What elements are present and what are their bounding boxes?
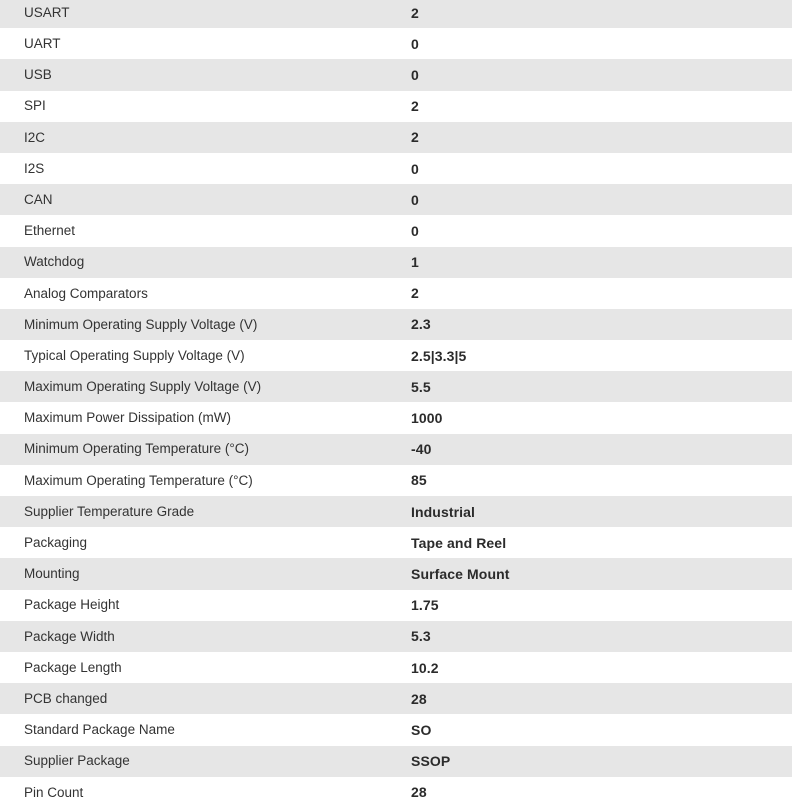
spec-label: UART [0,28,411,59]
spec-row [0,558,792,589]
spec-value: 1 [411,247,792,278]
spec-value: 28 [411,683,792,714]
spec-value: 0 [411,153,792,184]
spec-label: Analog Comparators [0,278,411,309]
spec-value: 2 [411,0,792,28]
spec-row [0,683,792,714]
spec-row [0,465,792,496]
spec-label: Supplier Package [0,746,411,777]
spec-label: Package Width [0,621,411,652]
spec-label: Typical Operating Supply Voltage (V) [0,340,411,371]
spec-value: 5.3 [411,621,792,652]
spec-label: Package Height [0,590,411,621]
spec-value: 2 [411,278,792,309]
spec-row [0,371,792,402]
spec-value: 28 [411,777,792,808]
spec-value: -40 [411,434,792,465]
spec-row [0,434,792,465]
spec-label: Pin Count [0,777,411,808]
spec-row [0,0,792,28]
spec-value: 2.3 [411,309,792,340]
spec-label: USB [0,59,411,90]
spec-row [0,278,792,309]
spec-value: 10.2 [411,652,792,683]
spec-label: Maximum Power Dissipation (mW) [0,402,411,433]
spec-value: SO [411,714,792,745]
spec-label: Packaging [0,527,411,558]
spec-row [0,153,792,184]
spec-label: Minimum Operating Temperature (°C) [0,434,411,465]
spec-row [0,247,792,278]
spec-row [0,714,792,745]
spec-row [0,527,792,558]
spec-row [0,777,792,808]
spec-value: 2 [411,91,792,122]
spec-label: Maximum Operating Temperature (°C) [0,465,411,496]
spec-label: I2C [0,122,411,153]
spec-label: Mounting [0,558,411,589]
spec-label: CAN [0,184,411,215]
spec-value: Surface Mount [411,558,792,589]
spec-row [0,184,792,215]
spec-value: Industrial [411,496,792,527]
spec-row [0,59,792,90]
spec-label: PCB changed [0,683,411,714]
spec-value: 2 [411,122,792,153]
spec-label: SPI [0,91,411,122]
spec-value: 1000 [411,402,792,433]
spec-value: 0 [411,28,792,59]
spec-label: Minimum Operating Supply Voltage (V) [0,309,411,340]
spec-value: 0 [411,184,792,215]
spec-value: 85 [411,465,792,496]
spec-row [0,122,792,153]
spec-row [0,652,792,683]
spec-value: 1.75 [411,590,792,621]
spec-row [0,215,792,246]
spec-label: Watchdog [0,247,411,278]
spec-value: 0 [411,215,792,246]
spec-row [0,402,792,433]
spec-row [0,621,792,652]
spec-row [0,746,792,777]
spec-value: 0 [411,59,792,90]
spec-label: Standard Package Name [0,714,411,745]
spec-row [0,91,792,122]
spec-label: USART [0,0,411,28]
spec-row [0,496,792,527]
spec-value: 2.5|3.3|5 [411,340,792,371]
spec-label: Maximum Operating Supply Voltage (V) [0,371,411,402]
spec-label: I2S [0,153,411,184]
spec-label: Supplier Temperature Grade [0,496,411,527]
spec-row [0,28,792,59]
spec-row [0,340,792,371]
spec-row [0,309,792,340]
spec-label: Package Length [0,652,411,683]
spec-label: Ethernet [0,215,411,246]
spec-row [0,590,792,621]
spec-value: SSOP [411,746,792,777]
spec-value: Tape and Reel [411,527,792,558]
spec-value: 5.5 [411,371,792,402]
